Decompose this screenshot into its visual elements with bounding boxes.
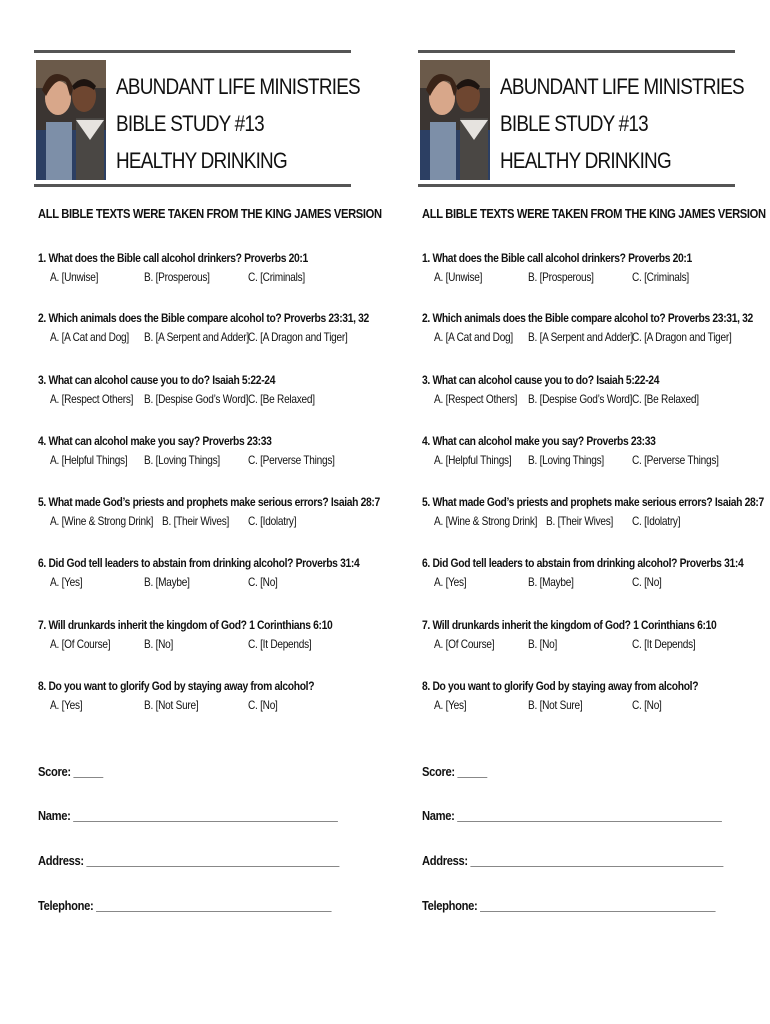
option-a: A. [Yes]	[434, 698, 467, 712]
name-field[interactable]: Name: _____________________________________________	[38, 808, 338, 823]
option-c: C. [No]	[248, 698, 278, 712]
question-text: 3. What can alcohol cause you to do? Isaiah 5:22-24	[38, 373, 276, 387]
option-b: B. [Despise God’s Word]	[528, 392, 633, 406]
question-text: 6. Did God tell leaders to abstain from drinking alcohol? Proverbs 31:4	[422, 556, 744, 570]
question-1	[422, 250, 752, 288]
couple-photo	[36, 60, 106, 180]
address-field[interactable]: Address: ___________________________________________	[38, 853, 340, 868]
question-text: 8. Do you want to glorify God by staying away from alcohol?	[422, 679, 699, 693]
answer-options	[422, 698, 752, 716]
option-b: B. [Prosperous]	[144, 270, 210, 284]
study-number: BIBLE STUDY #13	[116, 111, 264, 136]
header-top-rule	[34, 50, 351, 53]
answer-options	[422, 330, 752, 348]
answer-options	[38, 698, 368, 716]
option-a: A. [Yes]	[50, 575, 83, 589]
option-a: A. [Of Course]	[50, 637, 111, 651]
question-5	[38, 494, 380, 532]
question-3	[422, 372, 752, 410]
option-c: C. [Perverse Things]	[632, 453, 719, 467]
option-a: A. [Helpful Things]	[434, 453, 512, 467]
title-block	[500, 68, 770, 179]
question-text: 8. Do you want to glorify God by staying away from alcohol?	[38, 679, 315, 693]
answer-options	[38, 330, 368, 348]
option-c: C. [Be Relaxed]	[632, 392, 699, 406]
question-4	[422, 433, 752, 471]
answer-options	[422, 514, 752, 532]
option-a: A. [A Cat and Dog]	[50, 330, 129, 344]
score-field[interactable]: Score: _____	[422, 764, 487, 779]
option-b: B. [Their Wives]	[546, 514, 614, 528]
study-topic: HEALTHY DRINKING	[500, 148, 671, 173]
question-text: 4. What can alcohol make you say? Proverbs 23:33	[38, 434, 272, 448]
question-8	[38, 678, 368, 716]
answer-options	[38, 392, 368, 410]
header-bottom-rule	[418, 184, 735, 187]
option-b: B. [A Serpent and Adder]	[144, 330, 249, 344]
org-title: ABUNDANT LIFE MINISTRIES	[116, 74, 360, 99]
option-b: B. [Not Sure]	[528, 698, 583, 712]
option-a: A. [Respect Others]	[50, 392, 134, 406]
question-2	[38, 310, 368, 348]
option-c: C. [A Dragon and Tiger]	[632, 330, 732, 344]
answer-options	[422, 453, 752, 471]
question-text: 1. What does the Bible call alcohol drinkers? Proverbs 20:1	[422, 251, 692, 265]
kjv-note: ALL BIBLE TEXTS WERE TAKEN FROM THE KING JAMES VERSION	[38, 206, 382, 221]
question-text: 7. Will drunkards inherit the kingdom of God? 1 Corinthians 6:10	[38, 618, 333, 632]
title-block	[116, 68, 400, 179]
question-7	[422, 617, 752, 655]
option-a: A. [Respect Others]	[434, 392, 518, 406]
option-a: A. [Unwise]	[434, 270, 483, 284]
option-b: B. [A Serpent and Adder]	[528, 330, 633, 344]
question-6	[422, 555, 752, 593]
option-b: B. [Despise God’s Word]	[144, 392, 249, 406]
option-c: C. [Criminals]	[248, 270, 305, 284]
option-a: A. [Wine & Strong Drink]	[50, 514, 154, 528]
question-text: 6. Did God tell leaders to abstain from drinking alcohol? Proverbs 31:4	[38, 556, 360, 570]
address-field[interactable]: Address: ___________________________________________	[422, 853, 724, 868]
answer-options	[38, 514, 368, 532]
option-c: C. [Idolatry]	[632, 514, 681, 528]
question-text: 2. Which animals does the Bible compare alcohol to? Proverbs 23:31, 32	[38, 311, 369, 325]
telephone-field[interactable]: Telephone: ________________________________________	[38, 898, 332, 913]
option-a: A. [Unwise]	[50, 270, 99, 284]
option-c: C. [It Depends]	[248, 637, 312, 651]
study-topic: HEALTHY DRINKING	[116, 148, 287, 173]
option-b: B. [Prosperous]	[528, 270, 594, 284]
answer-options	[422, 637, 752, 655]
answer-options	[422, 392, 752, 410]
question-2	[422, 310, 752, 348]
question-4	[38, 433, 368, 471]
question-1	[38, 250, 368, 288]
option-b: B. [Maybe]	[144, 575, 190, 589]
option-c: C. [No]	[632, 575, 662, 589]
option-c: C. [A Dragon and Tiger]	[248, 330, 348, 344]
question-5	[422, 494, 764, 532]
question-text: 4. What can alcohol make you say? Proverbs 23:33	[422, 434, 656, 448]
question-text: 1. What does the Bible call alcohol drinkers? Proverbs 20:1	[38, 251, 308, 265]
question-6	[38, 555, 368, 593]
question-text: 5. What made God’s priests and prophets make serious errors? Isaiah 28:7	[422, 495, 764, 509]
option-a: A. [Yes]	[50, 698, 83, 712]
option-c: C. [Be Relaxed]	[248, 392, 315, 406]
question-text: 5. What made God’s priests and prophets make serious errors? Isaiah 28:7	[38, 495, 380, 509]
option-c: C. [It Depends]	[632, 637, 696, 651]
option-c: C. [Criminals]	[632, 270, 689, 284]
option-a: A. [Helpful Things]	[50, 453, 128, 467]
option-c: C. [No]	[248, 575, 278, 589]
header-top-rule	[418, 50, 735, 53]
option-b: B. [No]	[528, 637, 558, 651]
header-bottom-rule	[34, 184, 351, 187]
question-7	[38, 617, 368, 655]
option-a: A. [Wine & Strong Drink]	[434, 514, 538, 528]
answer-options	[38, 453, 368, 471]
option-c: C. [No]	[632, 698, 662, 712]
option-a: A. [Yes]	[434, 575, 467, 589]
score-field[interactable]: Score: _____	[38, 764, 103, 779]
couple-photo	[420, 60, 490, 180]
study-sheet-left	[34, 0, 382, 1024]
option-b: B. [No]	[144, 637, 174, 651]
question-text: 7. Will drunkards inherit the kingdom of God? 1 Corinthians 6:10	[422, 618, 717, 632]
answer-options	[38, 637, 368, 655]
question-8	[422, 678, 752, 716]
option-c: C. [Perverse Things]	[248, 453, 335, 467]
answer-options	[38, 575, 368, 593]
answer-options	[38, 270, 368, 288]
kjv-note: ALL BIBLE TEXTS WERE TAKEN FROM THE KING JAMES VERSION	[422, 206, 766, 221]
study-sheet-right	[418, 0, 766, 1024]
telephone-field[interactable]: Telephone: ________________________________________	[422, 898, 716, 913]
answer-options	[422, 575, 752, 593]
option-b: B. [Loving Things]	[144, 453, 220, 467]
question-text: 3. What can alcohol cause you to do? Isaiah 5:22-24	[422, 373, 660, 387]
option-b: B. [Loving Things]	[528, 453, 604, 467]
question-text: 2. Which animals does the Bible compare alcohol to? Proverbs 23:31, 32	[422, 311, 753, 325]
option-b: B. [Their Wives]	[162, 514, 230, 528]
study-number: BIBLE STUDY #13	[500, 111, 648, 136]
option-a: A. [Of Course]	[434, 637, 495, 651]
answer-options	[422, 270, 752, 288]
question-3	[38, 372, 368, 410]
option-c: C. [Idolatry]	[248, 514, 297, 528]
option-b: B. [Not Sure]	[144, 698, 199, 712]
org-title: ABUNDANT LIFE MINISTRIES	[500, 74, 744, 99]
name-field[interactable]: Name: _____________________________________________	[422, 808, 722, 823]
option-a: A. [A Cat and Dog]	[434, 330, 513, 344]
option-b: B. [Maybe]	[528, 575, 574, 589]
